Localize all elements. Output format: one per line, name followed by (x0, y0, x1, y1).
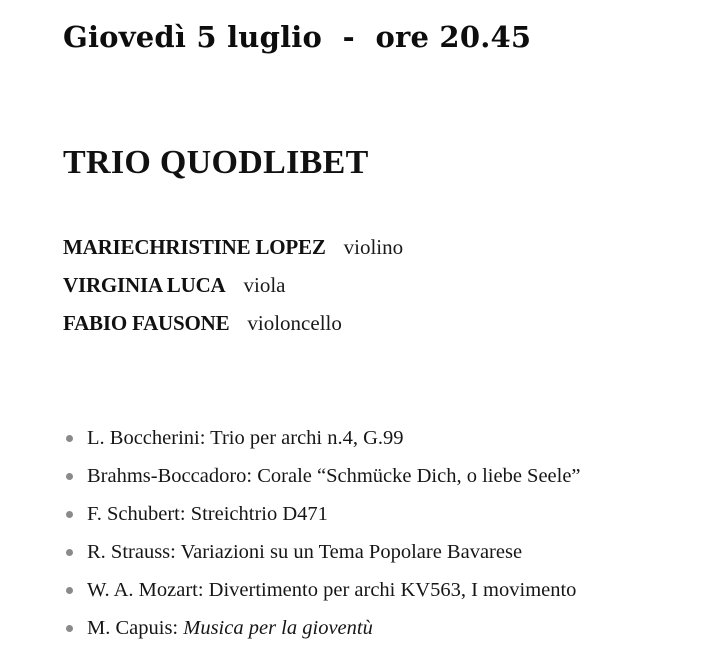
bullet-icon (66, 587, 73, 594)
program-item (66, 576, 581, 614)
performer-list (63, 232, 403, 346)
concert-date-time: Giovedì 5 luglio - ore 20.45 (63, 20, 532, 54)
performer-name: VIRGINIA LUCA (63, 273, 226, 297)
program-item-text: F. Schubert: Streichtrio D471 (87, 503, 328, 525)
bullet-icon (66, 473, 73, 480)
performer-instrument: viola (243, 273, 286, 297)
program-item-text: M. Capuis: (87, 617, 184, 639)
program-item-text: L. Boccherini: Trio per archi n.4, G.99 (87, 427, 404, 449)
performer-row (63, 270, 403, 308)
performer-row (63, 308, 403, 346)
performer-name: FABIO FAUSONE (63, 311, 230, 335)
performer-name: MARIECHRISTINE LOPEZ (63, 235, 326, 259)
performer-instrument: violoncello (247, 311, 342, 335)
ensemble-name: TRIO QUODLIBET (63, 144, 369, 181)
bullet-icon (66, 549, 73, 556)
program-item (66, 538, 581, 576)
program-item-text: Brahms-Boccadoro: Corale “Schmücke Dich, o liebe Seele” (87, 465, 581, 487)
program-item (66, 500, 581, 538)
program-item-italic: Musica per la gioventù (183, 617, 373, 639)
program-item-text: W. A. Mozart: Divertimento per archi KV563, I movimento (87, 579, 577, 601)
bullet-icon (66, 435, 73, 442)
program-item (66, 462, 581, 500)
program-item (66, 614, 581, 652)
program-item (66, 424, 581, 462)
bullet-icon (66, 511, 73, 518)
program-item-text: R. Strauss: Variazioni su un Tema Popolare Bavarese (87, 541, 523, 563)
performer-row (63, 232, 403, 270)
performer-instrument: violino (343, 235, 404, 259)
program-list (66, 424, 581, 652)
bullet-icon (66, 625, 73, 632)
